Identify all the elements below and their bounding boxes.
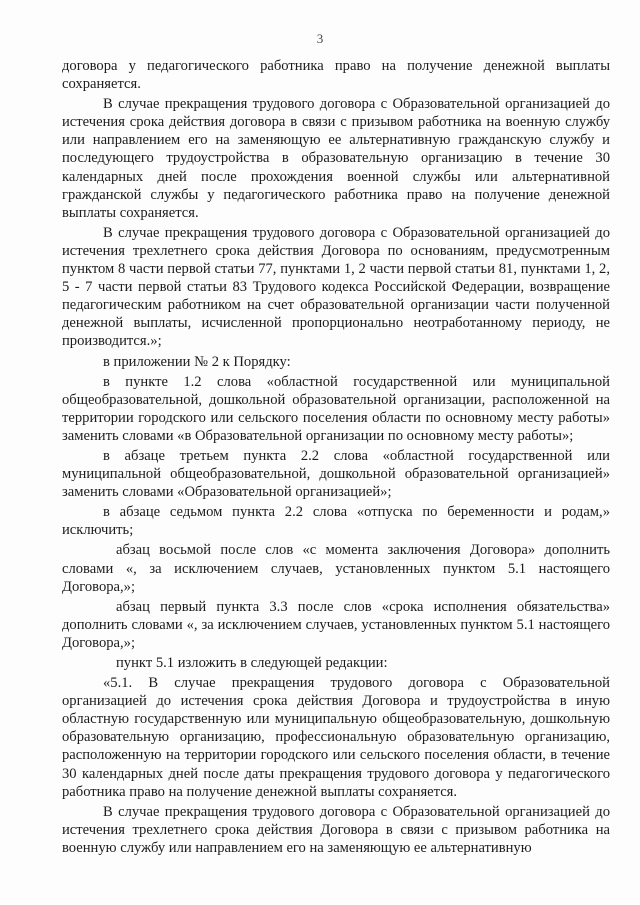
paragraph-continuation: договора у педагогического работника право на получение денежной выплаты сохраняется. xyxy=(62,58,610,93)
paragraph-appendix-2: в приложении № 2 к Порядку: xyxy=(103,353,291,370)
paragraph-item-5-1-intro: пункт 5.1 изложить в следующей редакции: xyxy=(116,655,388,671)
page-number: 3 xyxy=(316,31,324,46)
document-body xyxy=(62,57,610,857)
paragraph-item-1-2: в пункте 1.2 слова «областной государственной или муниципальной общеобразовательной, дошкольной образовательной организации, расположенной на территории городского или сельского поселения области по основному месту работы» заменить словами «в Образовательной организации по основному месту работы»; xyxy=(62,373,610,444)
paragraph-item-2-2-third: в абзаце третьем пункта 2.2 слова «областной государственной или муниципальной общеобразовательной, дошкольной образовательной организацией» заменить словами «Образовательной организацией»; xyxy=(62,447,610,501)
paragraph-eighth: абзац восьмой после слов «с момента заключения Договора» дополнить словами «, за исключением случаев, установленных пунктом 5.1 настоящего Договора,»; xyxy=(62,542,610,595)
paragraph-military-service-2: В случае прекращения трудового договора с Образовательной организацией до истечения трехлетнего срока действия Договора в связи с призывом работника на военную службу или направлением его на заменяющую ее альтернативную xyxy=(62,803,610,856)
paragraph-item-5-1-text: «5.1. В случае прекращения трудового договора с Образовательной организацией до истечения срока действия Договора и трудоустройства в иную областную государственную или муниципальную общеобразовательную, дошкольную образовательную организацию, профессиональную образовательную организацию, расположенную на территории городского или сельского поселения области, в течение 30 календарных дней после даты прекращения трудового договора у педагогического работника право на получение денежной выплаты сохраняется. xyxy=(62,675,610,800)
paragraph-termination-grounds: В случае прекращения трудового договора с Образовательной организацией до истечения трехлетнего срока действия Договора по основаниям, предусмотренным пунктом 8 части первой статьи 77, пунктами 1, 2 части первой статьи 81, пунктами 1, 2, 5 - 7 части первой статьи 83 Трудового кодекса Российской Федерации, возвращение педагогическим работником на счет образовательной организации части полученной денежной выплаты, исчисленной пропорционально неотработанному периоду, не производится.»; xyxy=(62,224,610,350)
paragraph-military-service: В случае прекращения трудового договора с Образовательной организацией до истечения срока действия договора в связи с призывом работника на военную службу или направлением его на заменяющую ее альтернативную гражданскую службу и последующего трудоустройства в образовательную организацию в течение 30 календарных дней после прохождения военной службы или альтернативной гражданской службы у педагогического работника право на получение денежной выплаты сохраняется. xyxy=(62,96,610,221)
paragraph-item-3-3: абзац первый пункта 3.3 после слов «срока исполнения обязательства» дополнить словами «, за исключением случаев, установленных пунктом 5.1 настоящего Договора,»; xyxy=(62,598,610,651)
paragraph-item-2-2-seventh: в абзаце седьмом пункта 2.2 слова «отпуска по беременности и родам,» исключить; xyxy=(62,504,610,539)
